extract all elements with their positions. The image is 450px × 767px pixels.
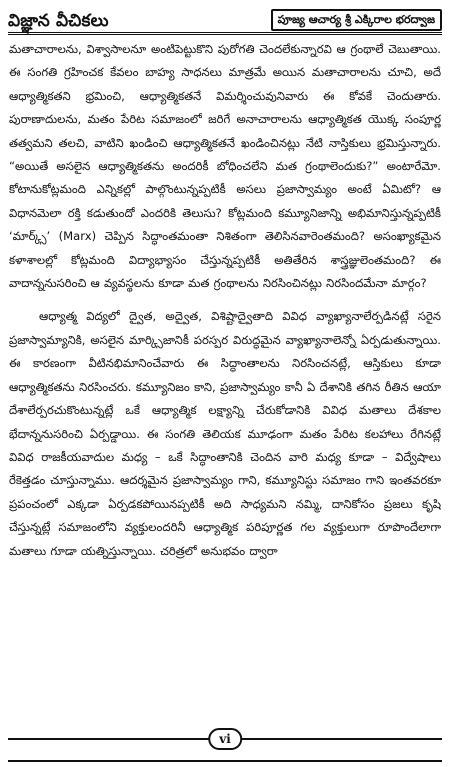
- bottom-border: [8, 760, 442, 762]
- page-number: vi: [208, 728, 242, 750]
- book-title: విజ్ఞాన వీచికలు: [8, 11, 109, 31]
- header-divider: [8, 32, 442, 35]
- body-paragraph-1: మతాచారాలను, విశ్వాసాలనూ అంటిపెట్టుకొని పురోగతి చెందలేకున్నారవి ఆ గ్రంథాలే చెబుతాయి. ఈ సంగతి గ్రహించక కేవలం బాహ్య సాధనలు మాత్రమే అయిన మతాచారాలను చూచి, అదే ఆధ్యాత్మికతని భ్రమించి, ఆధ్యాత్మికతనే విమర్శించువునివారు ఈ కోవకే చెందుతారు. పురాణాదులను, మతం పేరిట సమాజంలో జరిగే అనాచారాలను ఆధ్యాత్మికత యొక్క సంపూర్ణ తత్వమని తలచి, వాటిని ఖండించి ఆధ్యాత్మికతనే ఖండించినట్లు నేటి నాస్తికులు భ్రమిస్తున్నారు. “అయితే అసలైన ఆధ్యాత్మికతను అందరికీ బోధించలేని మత గ్రంథాలెందుకు?” అంటారేమో. కోటానుకోట్లమంది ఎన్నికల్లో పాల్గొంటున్నప్పటికీ అసలు ప్రజాస్వామ్యం అంటే ఏమిటో? ఆ విధానమెలా రక్తి కడుతుందో ఎందరికి తెలుసు? కోట్లమంది కమ్యూనిజాన్ని అభిమానిస్తున్నప్పటికీ ‘మార్క్స్’ (Marx) చెప్పిన సిద్ధాంతమంతా నిశితంగా తెలిసినవారెంతమంది? అసంఖ్యాకమైన కళాశాలల్లో కోట్లమంది విద్యాభ్యాసం చేస్తున్నప్పటికీ అతితేరిన శాస్త్రజ్ఞులెంతమంది? ఈ వాదాన్ననుసరించి ఆ వ్యవస్థలను కూడా మత గ్రంథాలను నిరసించినట్లు నిరసిందమేనా మార్గం?: [9, 42, 441, 291]
- page-footer: [8, 726, 442, 756]
- page-header: [8, 6, 442, 32]
- body-paragraph-2: ఆధ్యాత్మ విద్యలో ద్వైత, అద్వైత, విశిష్టాద్వైతాది వివిధ వ్యాఖ్యానాలేర్పడినట్లే సరైన ప్రజాస్వామ్యానికి, అసలైన మార్క్సిజానికీ పరస్పర విరుద్ధమైన వ్యాఖ్యానాలెన్నో ఏర్పడుతున్నాయి. ఈ కారణంగా వీటినభిమానించేవారు ఈ సిద్ధాంతాలను నిరసించనట్లే, ఆస్తికులు కూడా ఆధ్యాత్మికతను నిరసించరు. కమ్యూనిజం కాని, ప్రజాస్వామ్యం కానీ ఏ దేశానికి తగిన రీతిన ఆయా దేశాలేర్పరచుకొంటున్నట్లే ఒకే ఆధ్యాత్మిక లక్ష్యాన్ని చేరుకోడానికి వివిధ మతాలు దేశకాల భేదాన్ననుసరించి ఏర్పడ్డాయి. ఈ సంగతి తెలియక మూఢంగా మతం పేరిట కలహాలు రేగినట్లే వివిధ రాజకీయవాదుల మధ్య – ఒకే సిద్ధాంతానికి చెందిన వారి మధ్య కూడా – విద్వేషాలు రేకెత్తడం చూస్తున్నాము. ఆదర్శమైన ప్రజాస్వామ్యం గాని, కమ్యూనిస్టు సమాజం గాని ఇంతవరకూ ప్రపంచంలో ఎక్కడా ఏర్పడకపోయినప్పటికీ అది సాధ్యమని నమ్మి, దానికోసం ప్రజలు కృషి చేస్తున్నట్లే సమాజంలోని వ్యక్తులందరినీ ఆధ్యాత్మిక పరిపూర్ణత గల వ్యక్తులుగా రూపొందేలాగా మతాలు గూడా యత్నిస్తున్నాయి. చరిత్రలో అనుభవం ద్వారా: [9, 309, 441, 558]
- author-label: పూజ్య ఆచార్య శ్రీ ఎక్కిరాల భరద్వాజ: [271, 9, 442, 31]
- page-body: [9, 38, 441, 710]
